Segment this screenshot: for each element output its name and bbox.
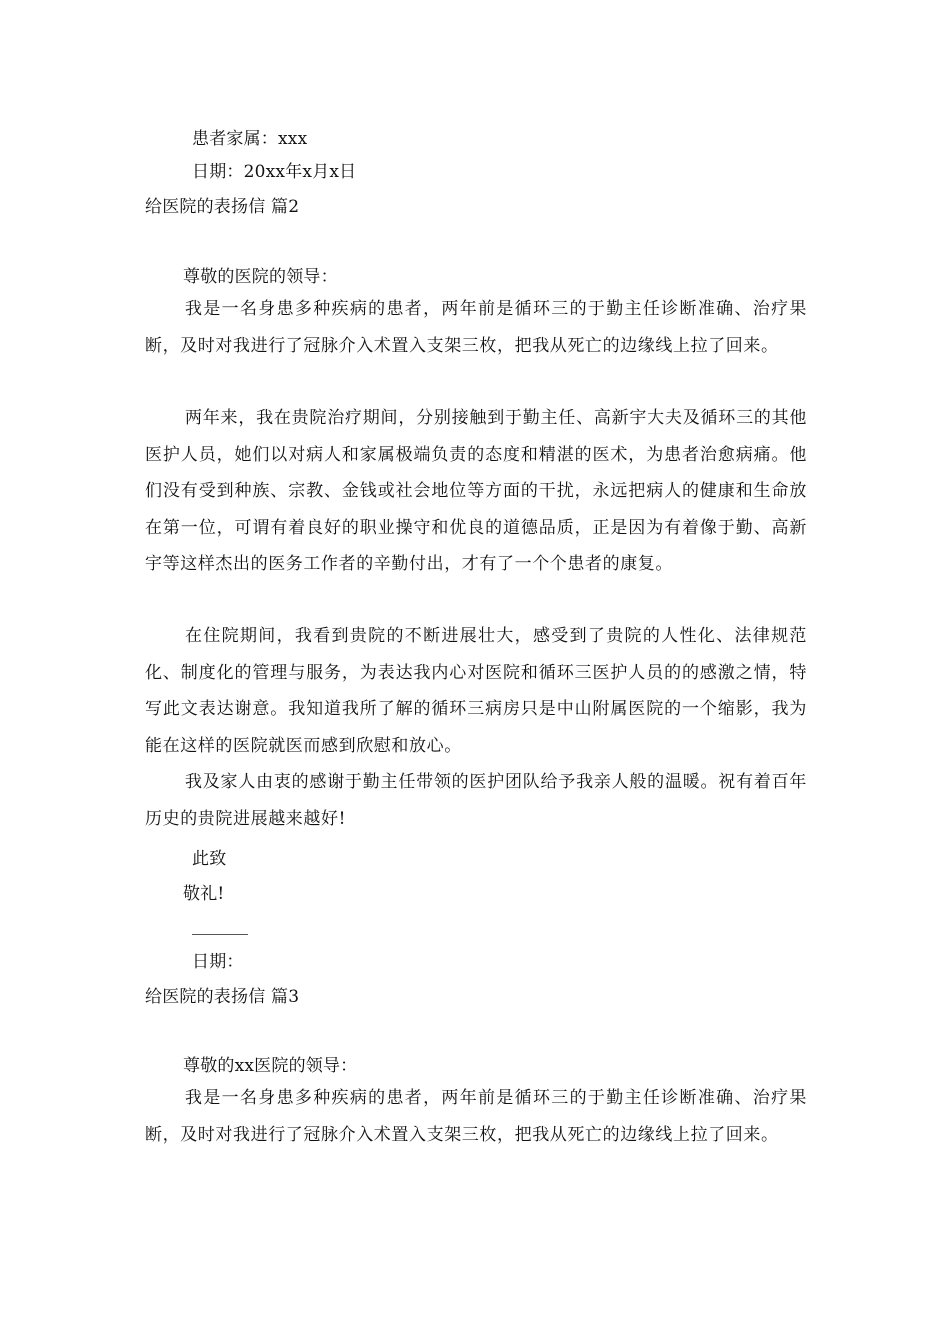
patient-family-signature: 患者家属：xxx — [192, 129, 308, 149]
letter3-salutation: 尊敬的xx医院的领导： — [183, 1056, 358, 1076]
letter2-title: 给医院的表扬信 篇2 — [145, 197, 300, 217]
letter3-paragraph-1: 我是一名身患多种疾病的患者，两年前是循环三的于勤主任诊断准确、治疗果断，及时对我进行了冠脉介入术置入支架三枚，把我从死亡的边缘线上拉了回来。 — [145, 1088, 807, 1145]
letter2-salutation: 尊敬的医院的领导： — [183, 267, 338, 287]
letter2-paragraph-1: 我是一名身患多种疾病的患者，两年前是循环三的于勤主任诊断准确、治疗果断，及时对我进行了冠脉介入术置入支架三枚，把我从死亡的边缘线上拉了回来。 — [145, 299, 807, 356]
letter2-closing-jingli: 敬礼! — [183, 884, 225, 904]
letter2-date: 日期： — [192, 952, 244, 972]
letter1-date: 日期：20xx年x月x日 — [192, 162, 357, 182]
letter3-title: 给医院的表扬信 篇3 — [145, 987, 300, 1007]
letter2-paragraph-4: 我及家人由衷的感谢于勤主任带领的医护团队给予我亲人般的温暖。祝有着百年历史的贵院进展越来越好! — [145, 772, 807, 829]
letter2-paragraph-2: 两年来，我在贵院治疗期间，分别接触到于勤主任、高新宇大夫及循环三的其他医护人员，她们以对病人和家属极端负责的态度和精湛的医术，为患者治愈病痛。他们没有受到种族、宗教、金钱或社会地位等方面的干扰，永远把病人的健康和生命放在第一位，可谓有着良好的职业操守和优良的道德品质，正是因为有着像于勤、高新宇等这样杰出的医务工作者的辛勤付出，才有了一个个患者的康复。 — [145, 408, 807, 574]
letter2-closing-cizhi: 此致 — [192, 849, 227, 869]
signature-line — [192, 934, 248, 935]
letter2-paragraph-3: 在住院期间，我看到贵院的不断进展壮大，感受到了贵院的人性化、法律规范化、制度化的管理与服务，为表达我内心对医院和循环三医护人员的的感激之情，特写此文表达谢意。我知道我所了解的循环三病房只是中山附属医院的一个缩影，我为能在这样的医院就医而感到欣慰和放心。 — [145, 626, 807, 756]
